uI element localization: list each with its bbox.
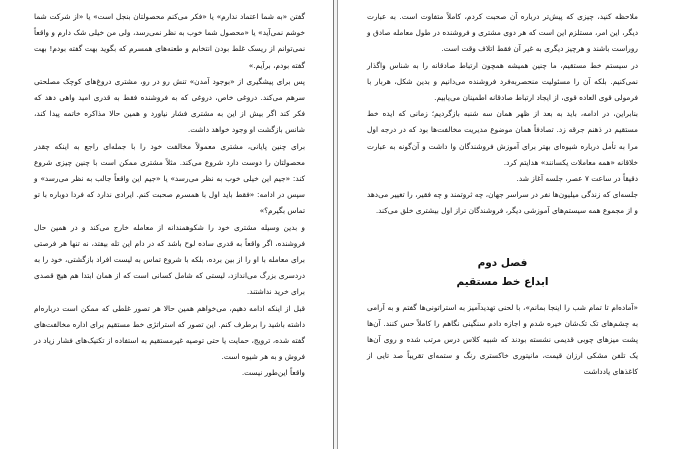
paragraph: پس برای پیشگیری از «بوجود آمدن» تنش رو در رو، مشتری دروغ‌های کوچک مصلحتی سرهم می‌کند. دروغی خاص، دروغی که به فروشنده فقط به قدری امید واهی دهد که فکر کند اگر بیش از این به مشتری فشار نیاورد و همین حالا مذاکره خاتمه پیدا کند، شانس بازگشت او وجود خواهد داشت. bbox=[34, 76, 305, 135]
paragraph: جلسه‌ای که زندگی میلیون‌ها نفر در سراسر جهان، چه ثروتمند و چه فقیر، را تغییر می‌دهد و از مجموع همه سیستم‌های آموزشی دیگر، فروشندگان تراز اول بیشتری خلق می‌کند. bbox=[367, 190, 638, 216]
paragraph: و بدین وسیله مشتری خود را شکوهمندانه از معامله خارج می‌کند و در همین حال فروشنده، اگر واقعاً به قدری ساده لوح باشد که در دام این تله بیفتد، نه تنها هر فرصتی برای معامله با او را از بین برده، بلکه با شروع تماس به لیست افراد بازگشتی، خود را به دردسری بزرگ می‌اندازد، لیستی که شامل کسانی است که از همان ابتدا هم هیچ قصدی برای خرید نداشتند. bbox=[34, 222, 305, 297]
right-page bbox=[337, 0, 676, 449]
chapter-title: ابداع خط مستقیم bbox=[456, 275, 549, 288]
paragraph: گفتن «به شما اعتماد ندارم» یا «فکر می‌کنم محصولتان بنجل است» یا «از شرکت شما خوشم نمی‌آید» یا «محصول شما خوب به نظر نمی‌رسد، ولی من خیلی شک دارم و واقعاً نمی‌توانم از ریسک غلط بودن انتخابم و طعنه‌های همسرم که بگوید بهت گفته بودم! بهت گفته بودم، برآیم.» bbox=[34, 12, 305, 70]
paragraph: در سیستم خط مستقیم، ما چنین همیشه همچون ارتباط صادقانه را به شناس واگذار نمی‌کنیم. بلکه آن را مسئولیت منحصربه‌فرد فروشنده می‌دانیم و بدین شکل، هربار با فرمولی قوی العاده قوی، از ایجاد ارتباط صادقانه اطمینان می‌یابیم. bbox=[367, 60, 638, 103]
chapter-heading bbox=[367, 254, 638, 292]
paragraph: قبل از اینکه ادامه دهیم، می‌خواهم همین حالا هر تصور غلطی که ممکن است درباره‌ام داشته باشید را برطرف کنم. این تصور که استراتژی خط مستقیم برای اداره مخالفت‌های گفته شده، ترویج، حمایت یا حتی توصیه غیرمستقیم به استفاده از تکنیک‌های فشار زیاد در فروش و به هر شیوه است. bbox=[34, 303, 305, 362]
paragraph: برای چنین پایانی، مشتری معمولاً مخالفت خود را با جمله‌ای راجع به اینکه چقدر محصولتان را دوست دارد شروع می‌کند. مثلاً مشتری ممکن است با چنین چیزی شروع کند: «جیم این خیلی خوب به نظر می‌رسد» یا «جیم این واقعاً جالب به نظر می‌رسد» و سپس در ادامه: «فقط باید اول با همسرم صحبت کنم. ایرادی ندارد که فردا دوباره با تو تماس بگیرم؟» bbox=[34, 141, 305, 216]
left-page bbox=[0, 0, 333, 449]
paragraph: بنابراین، در ادامه، باید به بعد از ظهر همان سه شنبه بازگردیم؛ زمانی که ایده خط مستقیم در ذهنم جرقه زد. تصادفاً همان موضوع مدیریت مخالفت‌ها بود که در درجه اول مرا به تأمل درباره شیوه‌ای بهتر برای آموزش فروشندگان وا داشت و آن‌گونه به عبارت خلاقانه «همه معاملات یکسانند» هدایتم کرد. bbox=[367, 109, 638, 167]
chapter-label: فصل دوم bbox=[477, 256, 528, 269]
paragraph: ملاحظه کنید، چیزی که پیش‌تر درباره آن صحبت کردم، کاملاً متفاوت است. به عبارت دیگر، این امر، مستلزم این است که هر دوی مشتری و فروشنده در طول معامله صادق و روراست باشند و هرچیز دیگری به غیر آن فقط اتلاف وقت است. bbox=[367, 12, 638, 54]
paragraph: دقیقاً در ساعت ۷ عصر، جلسه آغاز شد. bbox=[516, 174, 638, 184]
paragraph: «آماده‌ام تا تمام شب را اینجا بمانم»، با لحنی تهدیدآمیز به استراتونی‌ها گفتم و به آرامی به چشم‌های تک تک‌شان خیره شدم و اجازه دادم سنگینی نگاهم را کاملاً حس کنند. آن‌ها پشت میزهای چوبی قدیمی نشسته بودند که شبیه کلاس درس مرتب شده و روی آن‌ها یک تلفن مشکی ارزان قیمت، مانیتوری خاکستری رنگ و ستمه‌ای تقریباً صد تایی از کاغذهای یادداشت bbox=[367, 302, 638, 377]
paragraph: واقعاً این‌طور نیست. bbox=[241, 368, 305, 378]
